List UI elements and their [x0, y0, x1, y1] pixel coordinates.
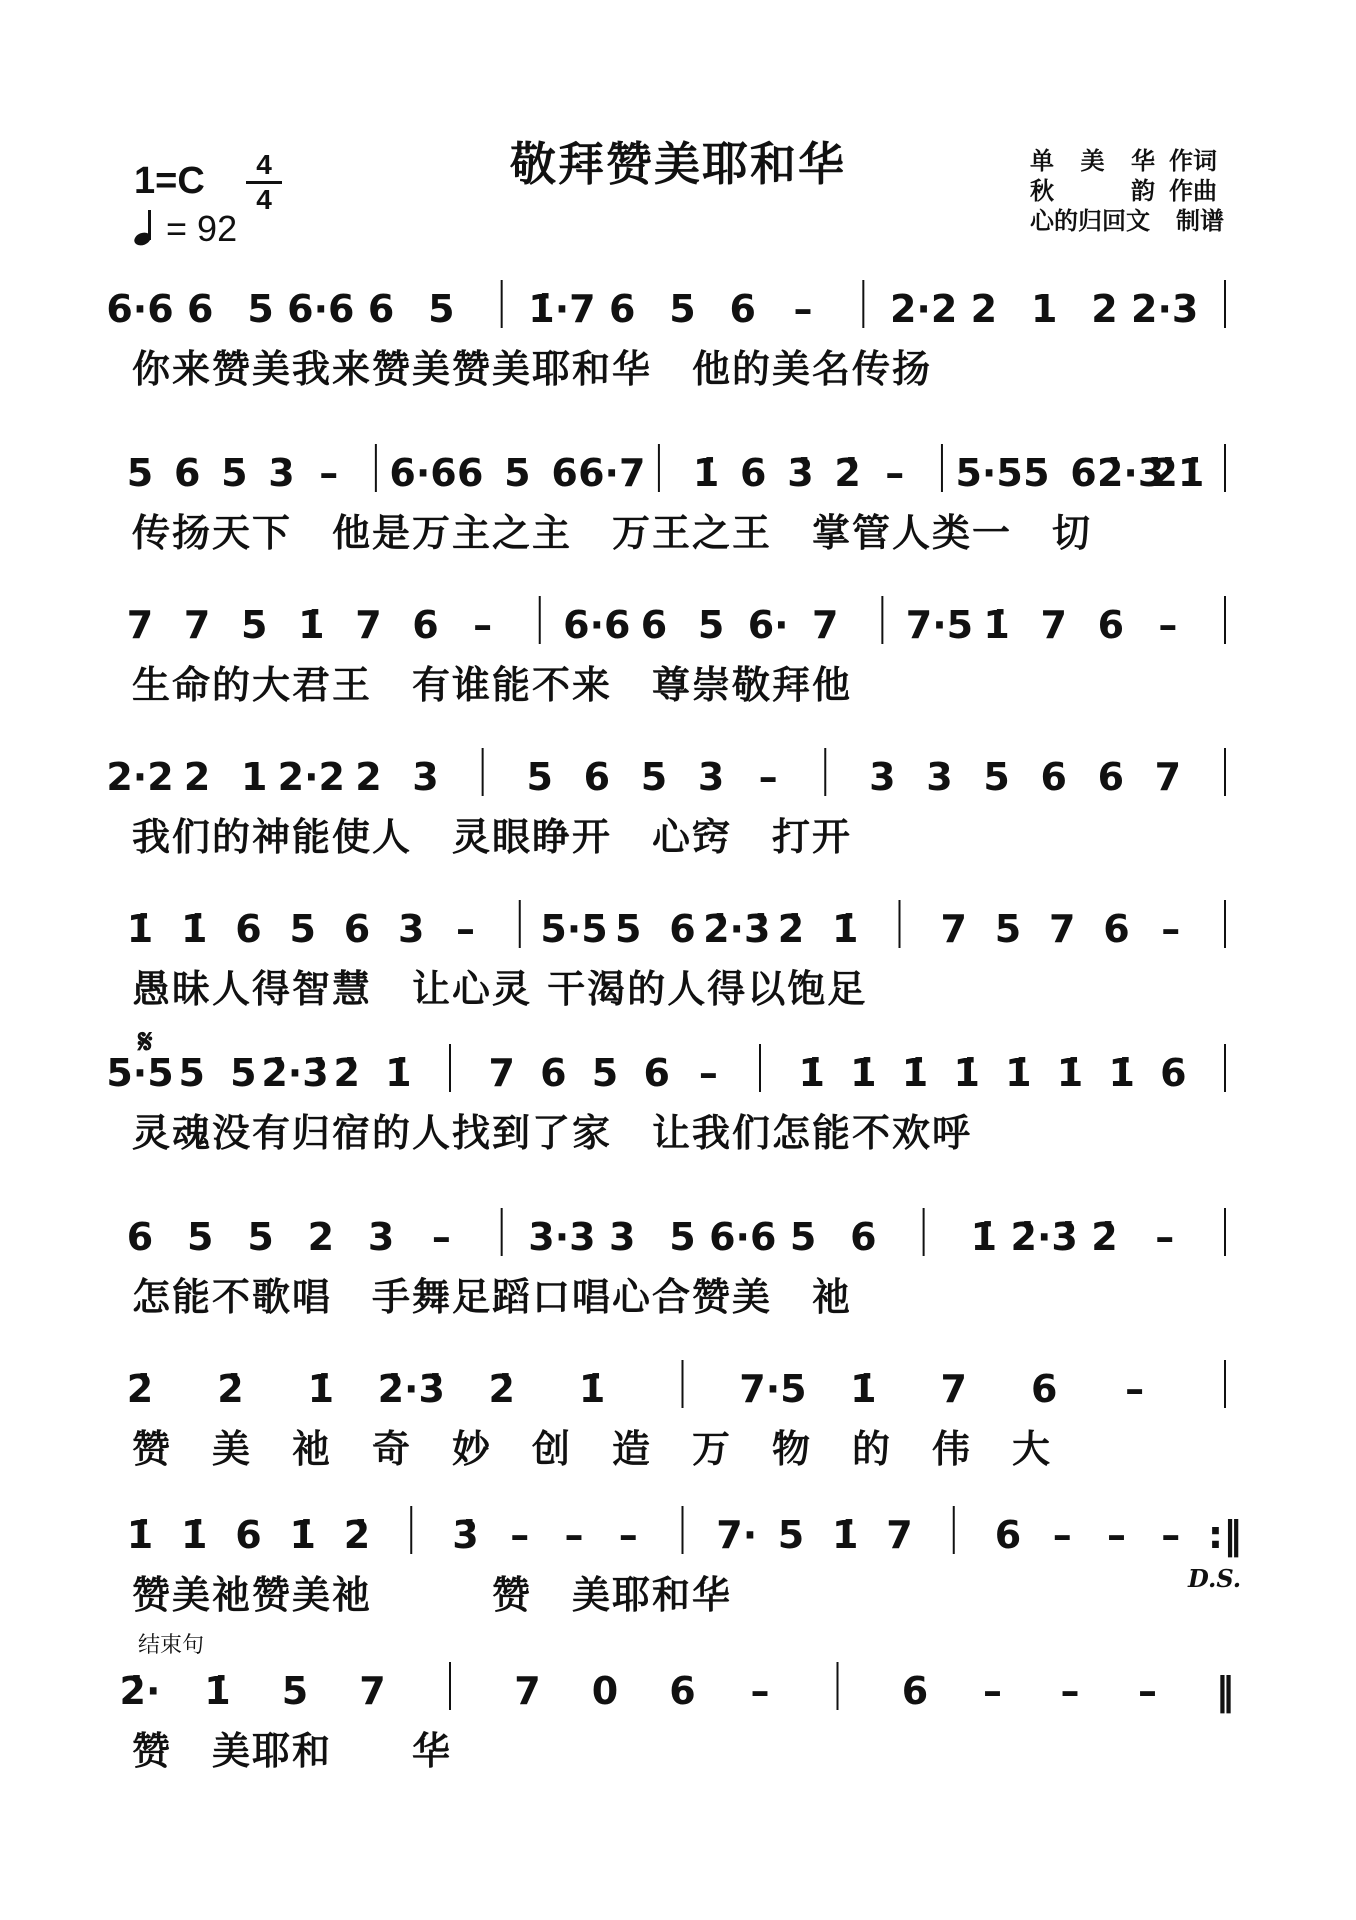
note-number: 2̇ — [126, 1367, 154, 1411]
note-number: 1̇ — [832, 1513, 859, 1557]
note-number: 3 — [268, 451, 295, 495]
note-number: 3 — [869, 755, 896, 799]
note-number: 1̇ — [1005, 1051, 1032, 1095]
note-number: 6 — [540, 1051, 567, 1095]
note-number: 5 — [1023, 451, 1050, 495]
note-number: 6 — [173, 451, 201, 495]
note-number: 5 — [221, 451, 248, 495]
note-number: 1̇ — [850, 1367, 877, 1411]
tempo-text: = 92 — [166, 208, 238, 249]
note-number: 5·5 — [540, 907, 608, 951]
note-number: 1̇ — [289, 1513, 316, 1557]
note-number: 2̇ — [343, 1513, 371, 1557]
note-number: 5 — [994, 907, 1022, 951]
dash-extension: – — [1125, 1367, 1145, 1411]
dash-extension: – — [885, 451, 905, 495]
note-number: 7 — [1040, 603, 1067, 647]
note-number: 6 — [994, 1513, 1022, 1557]
note-number: 6 — [367, 287, 395, 331]
dash-extension: – — [319, 451, 339, 495]
dash-extension: – — [564, 1513, 584, 1557]
note-number: 6·6 — [563, 603, 631, 647]
note-number: 1̇ — [970, 1215, 998, 1259]
note-number: 5 — [428, 287, 455, 331]
note-number: 1̇ — [901, 1051, 929, 1095]
note-number: 6 — [412, 603, 439, 647]
dash-extension: – — [1158, 603, 1178, 647]
lyric-line-8: 赞 美 祂 奇 妙 创 造 万 物 的 伟 大 — [132, 1427, 1053, 1471]
note-number: 5 — [697, 603, 725, 647]
note-number: 6 — [583, 755, 611, 799]
note-number: 3 — [608, 1215, 636, 1259]
dash-extension: – — [1161, 1513, 1181, 1557]
note-number: 3 — [412, 755, 439, 799]
note-number: 5 — [615, 907, 642, 951]
credit-name: 单 美 华 — [1030, 147, 1155, 175]
lyric-line-10: 赞 美耶和 华 — [132, 1729, 453, 1773]
dash-extension: – — [758, 755, 778, 799]
note-number: 6 — [1097, 603, 1125, 647]
note-number: 1̇ — [126, 1513, 154, 1557]
note-number: 6·7 — [578, 451, 646, 495]
note-number: 7·5 — [739, 1367, 807, 1411]
dash-extension: – — [750, 1669, 770, 1713]
note-number: 6 — [669, 1669, 696, 1713]
note-number: 6 — [850, 1215, 877, 1259]
note-number: 1̇ — [983, 603, 1010, 647]
note-number: 1̇ — [298, 603, 325, 647]
credit-role: 制谱 — [1176, 207, 1224, 235]
note-number: 2̇ — [333, 1051, 360, 1095]
note-number: 2̇·3̇ — [377, 1367, 445, 1411]
note-number: 6· — [747, 603, 789, 647]
note-number: 5 — [777, 1513, 805, 1557]
credit-name: 秋 韵 — [1030, 177, 1155, 205]
note-number: 2·2 — [106, 755, 174, 799]
credit-role: 作曲 — [1169, 177, 1217, 205]
final-barline: :‖ — [1207, 1513, 1243, 1557]
dash-extension: – — [793, 287, 813, 331]
note-number: 5·5 — [106, 1051, 174, 1095]
note-number: 0 — [591, 1669, 619, 1713]
lyric-line-1: 你来赞美我来赞美赞美耶和华 他的美名传扬 — [132, 347, 933, 391]
note-number: 2·2 — [277, 755, 345, 799]
note-number: 5 — [640, 755, 668, 799]
note-number: 5 — [230, 1051, 257, 1095]
note-number: 2̇·3̇ — [261, 1051, 329, 1095]
note-number: 2̇· — [119, 1669, 161, 1713]
note-number: 5 — [178, 1051, 205, 1095]
segno-sign: 𝄋 — [138, 1022, 153, 1062]
note-number: 2̇·3̇ — [1096, 451, 1165, 495]
note-number: 1̇ — [307, 1367, 335, 1411]
note-number: 7 — [488, 1051, 515, 1095]
note-number: 6 — [901, 1669, 929, 1713]
credit-role: 作词 — [1169, 147, 1217, 175]
note-number: 6 — [608, 287, 636, 331]
dash-extension: – — [510, 1513, 530, 1557]
note-number: 7 — [183, 603, 211, 647]
note-number: 1̇ — [181, 907, 208, 951]
note-number: 6 — [235, 907, 262, 951]
lyric-line-4: 我们的神能使人 灵眼睁开 心窍 打开 — [132, 815, 853, 859]
dash-extension: – — [1138, 1669, 1157, 1713]
note-number: 6 — [126, 1215, 154, 1259]
note-number: 1̇ — [578, 1367, 606, 1411]
dash-extension: – — [1107, 1513, 1126, 1557]
dash-extension: – — [698, 1051, 718, 1095]
dash-extension: – — [1155, 1215, 1175, 1259]
note-number: 2·3 — [1131, 287, 1199, 331]
dash-extension: – — [1060, 1669, 1080, 1713]
note-number: 7 — [355, 603, 382, 647]
lyric-line-7: 怎能不歌唱 手舞足蹈口唱心合赞美 祂 — [132, 1275, 853, 1319]
note-number: 2̇ — [834, 451, 861, 495]
note-number: 6 — [640, 603, 668, 647]
note-number: 5 — [591, 1051, 619, 1095]
note-number: 1 — [1030, 287, 1058, 331]
ending-label: 结束句 — [138, 1633, 205, 1658]
lyric-line-6: 灵魂没有归宿的人找到了家 让我们怎能不欢呼 — [132, 1111, 973, 1155]
note-number: 1̇ — [126, 907, 154, 951]
note-number: 2 — [183, 755, 211, 799]
note-number: 7 — [940, 907, 967, 951]
note-number: 3̇ — [787, 451, 814, 495]
note-number: 5 — [789, 1215, 817, 1259]
note-number: 6 — [729, 287, 757, 331]
note-number: 5 — [240, 603, 268, 647]
note-number: 2̇ — [217, 1367, 244, 1411]
note-number: 7 — [940, 1367, 967, 1411]
note-number: 1̇ — [1108, 1051, 1135, 1095]
note-number: 5 — [289, 907, 316, 951]
lyric-line-2: 传扬天下 他是万主之主 万王之王 掌管人类一 切 — [132, 511, 1093, 555]
credit-name: 心的归回文 — [1030, 207, 1150, 235]
note-number: 3 — [697, 755, 725, 799]
note-number: 2̇ — [1091, 1215, 1118, 1259]
note-number: 2̇·3̇ — [1010, 1215, 1078, 1259]
dash-extension: – — [983, 1669, 1002, 1713]
note-number: 6 — [551, 451, 578, 495]
note-number: 5 — [669, 1215, 696, 1259]
note-number: 3̇ — [452, 1513, 479, 1557]
dal-segno-mark: D.S. — [1188, 1564, 1242, 1593]
note-number: 3·3 — [528, 1215, 596, 1259]
note-number: 1̇ — [1056, 1051, 1084, 1095]
time-signature-bottom: 4 — [256, 184, 272, 215]
note-number: 2̇ — [777, 907, 805, 951]
note-number: 5 — [126, 451, 154, 495]
note-number: 2·2 — [889, 287, 958, 331]
note-number: 5 — [247, 287, 274, 331]
note-number: 5 — [281, 1669, 309, 1713]
note-number: 7 — [126, 603, 154, 647]
note-number: 3 — [367, 1215, 395, 1259]
note-number: 7· — [716, 1513, 758, 1557]
note-number: 5 — [526, 755, 553, 799]
note-number: 6 — [1160, 1051, 1187, 1095]
note-number: 2 — [355, 755, 382, 799]
note-number: 2 — [307, 1215, 335, 1259]
note-number: 2̇·3̇ — [703, 907, 771, 951]
note-number: 6 — [235, 1513, 262, 1557]
dash-extension: – — [456, 907, 475, 951]
note-number: 1 — [240, 755, 268, 799]
note-number: 7 — [359, 1669, 386, 1713]
note-number: 6 — [187, 287, 214, 331]
song-title: 敬拜赞美耶和华 — [510, 137, 846, 191]
note-number: 7 — [812, 603, 839, 647]
note-number: 5 — [504, 451, 531, 495]
note-number: 2̇ — [488, 1367, 515, 1411]
note-number: 6 — [343, 907, 371, 951]
note-number: 7 — [514, 1669, 541, 1713]
note-number: 6 — [1097, 755, 1125, 799]
note-number: 3 — [926, 755, 953, 799]
note-number: 6·6 — [287, 287, 355, 331]
dash-extension: – — [473, 603, 493, 647]
note-number: 1̇ — [798, 1051, 825, 1095]
note-number: 6 — [643, 1051, 670, 1095]
note-number: 1̇ — [692, 451, 720, 495]
note-number: 1̇·7 — [528, 287, 596, 331]
note-number: 6·6 — [709, 1215, 777, 1259]
dash-extension: – — [1161, 907, 1181, 951]
lyric-line-3: 生命的大君王 有谁能不来 尊崇敬拜他 — [132, 663, 853, 707]
note-number: 1̇ — [181, 1513, 208, 1557]
lyric-line-9: 赞美祂赞美祂 赞 美耶和华 — [132, 1573, 733, 1617]
dash-extension: – — [618, 1513, 638, 1557]
time-signature-top: 4 — [256, 149, 272, 180]
note-number: 2 — [1091, 287, 1118, 331]
note-number: 6 — [740, 451, 767, 495]
note-number: 2 — [970, 287, 998, 331]
note-number: 1̇ — [385, 1051, 412, 1095]
note-number: 7 — [1154, 755, 1182, 799]
note-number: 1̇ — [204, 1669, 231, 1713]
note-number: 7 — [886, 1513, 913, 1557]
note-number: 6 — [1070, 451, 1097, 495]
note-number: 5 — [669, 287, 696, 331]
note-number: 5·5 — [955, 451, 1023, 495]
note-number: 5 — [247, 1215, 274, 1259]
dash-extension: – — [1052, 1513, 1072, 1557]
note-number: 1̇ — [832, 907, 859, 951]
final-barline: ‖ — [1215, 1669, 1235, 1713]
note-number: 6 — [1030, 1367, 1058, 1411]
note-number: 2̇1̇ — [1151, 451, 1205, 495]
note-number: 6 — [669, 907, 696, 951]
note-number: 7·5 — [905, 603, 974, 647]
note-number: 6·6 — [389, 451, 457, 495]
note-number: 6 — [1040, 755, 1067, 799]
note-number: 1̇ — [953, 1051, 980, 1095]
lyric-line-5: 愚昧人得智慧 让心灵 干渴的人得以饱足 — [132, 967, 868, 1011]
note-number: 5 — [187, 1215, 214, 1259]
note-number: 5 — [983, 755, 1010, 799]
key-signature: 1=C — [134, 160, 205, 202]
note-number: 7 — [1049, 907, 1076, 951]
note-number: 6·6 — [106, 287, 174, 331]
note-number: 1̇ — [850, 1051, 877, 1095]
note-number: 6 — [456, 451, 484, 495]
note-number: 3 — [398, 907, 425, 951]
dash-extension: – — [431, 1215, 451, 1259]
note-number: 6 — [1103, 907, 1130, 951]
